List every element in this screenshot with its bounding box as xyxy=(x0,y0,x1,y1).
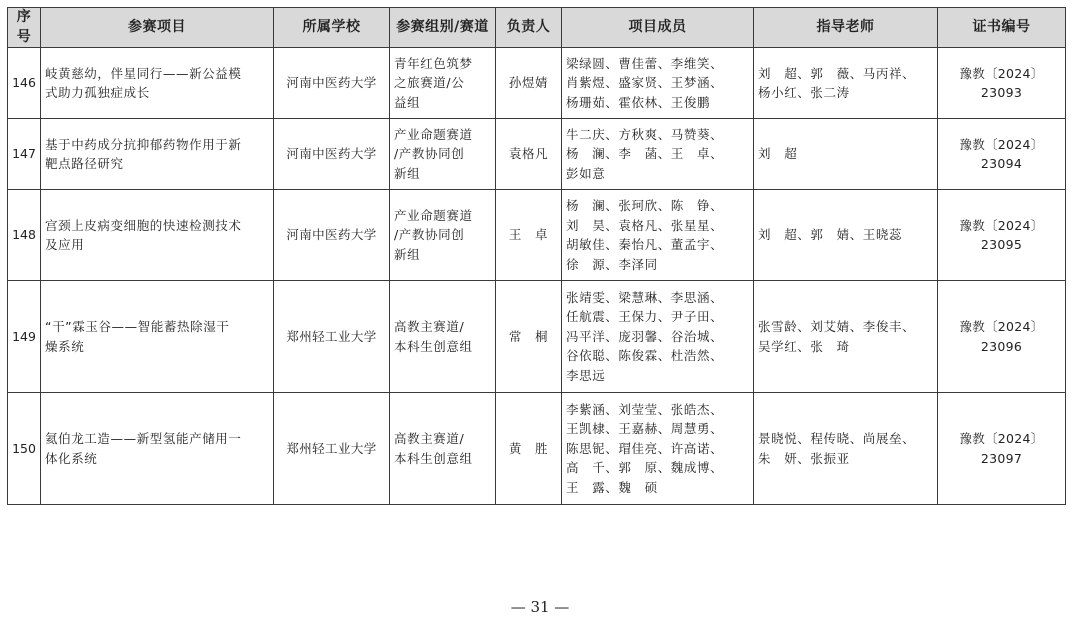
cell-title-text: 宫颈上皮病变细胞的快速检测技术 及应用 xyxy=(45,217,242,252)
cell-school: 郑州轻工业大学 xyxy=(274,281,390,393)
table-row xyxy=(8,190,1066,281)
cell-track-text: 产业命题赛道 /产教协同创 新组 xyxy=(394,126,473,181)
cell-advisors-text: 刘 超、郭 婧、王晓蕊 xyxy=(758,227,903,243)
cell-track-text: 产业命题赛道 /产教协同创 新组 xyxy=(394,207,473,262)
cell-advisors xyxy=(754,281,938,393)
cell-advisors-text: 刘 超、郭 薇、马丙祥、 杨小红、张二涛 xyxy=(758,65,916,100)
table-row xyxy=(8,393,1066,505)
cell-advisors xyxy=(754,393,938,505)
cell-track xyxy=(390,48,496,119)
cell-members xyxy=(562,190,754,281)
cell-members xyxy=(562,119,754,190)
table-header-row xyxy=(8,8,1066,48)
cell-leader: 孙煜婧 xyxy=(496,48,562,119)
cell-members-text: 李紫涵、刘莹莹、张皓杰、 王凯棣、王嘉赫、周慧勇、 陈思铌、瑁佳亮、许高诺、 高 千、郭 原、魏成博、 王 露、魏 硕 xyxy=(566,401,724,495)
cell-school: 郑州轻工业大学 xyxy=(274,393,390,505)
cell-no: 147 xyxy=(8,119,41,190)
cell-title-text: 岐黄慈幼，伴星同行——新公益模 式助力孤独症成长 xyxy=(45,65,242,100)
cell-no: 148 xyxy=(8,190,41,281)
cell-track-text: 高教主赛道/ 本科生创意组 xyxy=(394,319,473,354)
cell-track-text: 青年红色筑梦 之旅赛道/公 益组 xyxy=(394,55,473,110)
cell-title-text: 氦伯龙工造——新型氢能产储用一 体化系统 xyxy=(45,431,242,466)
cell-leader: 袁格凡 xyxy=(496,119,562,190)
awards-table xyxy=(7,7,1066,505)
cell-no: 146 xyxy=(8,48,41,119)
cell-cert: 豫教〔2024〕23093 xyxy=(938,48,1066,119)
cell-track xyxy=(390,281,496,393)
cell-title xyxy=(41,190,274,281)
cell-members xyxy=(562,393,754,505)
table-row xyxy=(8,48,1066,119)
cell-cert: 豫教〔2024〕23094 xyxy=(938,119,1066,190)
cell-leader: 常 桐 xyxy=(496,281,562,393)
cell-cert: 豫教〔2024〕23095 xyxy=(938,190,1066,281)
cell-advisors-text: 张雪龄、刘艾婧、李俊丰、 吴学红、张 琦 xyxy=(758,319,916,354)
cell-leader: 黄 胜 xyxy=(496,393,562,505)
cell-members-text: 张靖雯、梁慧琳、李思涵、 任航震、王保力、尹子田、 冯平洋、庞羽馨、谷治城、 谷依聪、陈俊霖、杜浩然、 李思远 xyxy=(566,289,724,383)
cell-members xyxy=(562,48,754,119)
cell-advisors xyxy=(754,190,938,281)
cell-cert: 豫教〔2024〕23097 xyxy=(938,393,1066,505)
cell-members-text: 梁绿圆、曹佳蕾、李维笑、 肖紫煜、盛家贤、王梦涵、 杨珊茹、霍依林、王俊鹏 xyxy=(566,55,724,110)
table-row xyxy=(8,119,1066,190)
cell-title xyxy=(41,119,274,190)
cell-advisors xyxy=(754,119,938,190)
header-cert: 证书编号 xyxy=(938,8,1066,48)
cell-track xyxy=(390,190,496,281)
cell-title-text: 基于中药成分抗抑郁药物作用于新 靶点路径研究 xyxy=(45,136,242,171)
cell-title xyxy=(41,48,274,119)
header-leader: 负责人 xyxy=(496,8,562,48)
cell-advisors xyxy=(754,48,938,119)
cell-no: 149 xyxy=(8,281,41,393)
cell-track xyxy=(390,119,496,190)
header-members: 项目成员 xyxy=(562,8,754,48)
header-no: 序号 xyxy=(8,8,41,48)
cell-members xyxy=(562,281,754,393)
table-row xyxy=(8,281,1066,393)
cell-track-text: 高教主赛道/ 本科生创意组 xyxy=(394,431,473,466)
cell-title-text: “干”霖玉谷——智能蓄热除湿干 燥系统 xyxy=(45,319,230,354)
header-school: 所属学校 xyxy=(274,8,390,48)
cell-advisors-text: 刘 超 xyxy=(758,146,798,162)
document-page xyxy=(7,7,1065,505)
cell-members-text: 牛二庆、方秋爽、马赞葵、 杨 澜、李 菡、王 卓、 彭如意 xyxy=(566,126,724,181)
cell-title xyxy=(41,393,274,505)
cell-track xyxy=(390,393,496,505)
header-title: 参赛项目 xyxy=(41,8,274,48)
cell-school: 河南中医药大学 xyxy=(274,190,390,281)
cell-no: 150 xyxy=(8,393,41,505)
cell-members-text: 杨 澜、张珂欣、陈 铮、 刘 昊、袁格凡、张星星、 胡敏佳、秦怡凡、董孟宇、 徐 源、李泽同 xyxy=(566,198,724,272)
header-track: 参赛组别/赛道 xyxy=(390,8,496,48)
cell-leader: 王 卓 xyxy=(496,190,562,281)
cell-school: 河南中医药大学 xyxy=(274,48,390,119)
page-number: — 31 — xyxy=(510,598,570,616)
cell-title xyxy=(41,281,274,393)
cell-school: 河南中医药大学 xyxy=(274,119,390,190)
cell-cert: 豫教〔2024〕23096 xyxy=(938,281,1066,393)
header-advisors: 指导老师 xyxy=(754,8,938,48)
cell-advisors-text: 景晓悦、程传晓、尚展垒、 朱 妍、张振亚 xyxy=(758,431,916,466)
